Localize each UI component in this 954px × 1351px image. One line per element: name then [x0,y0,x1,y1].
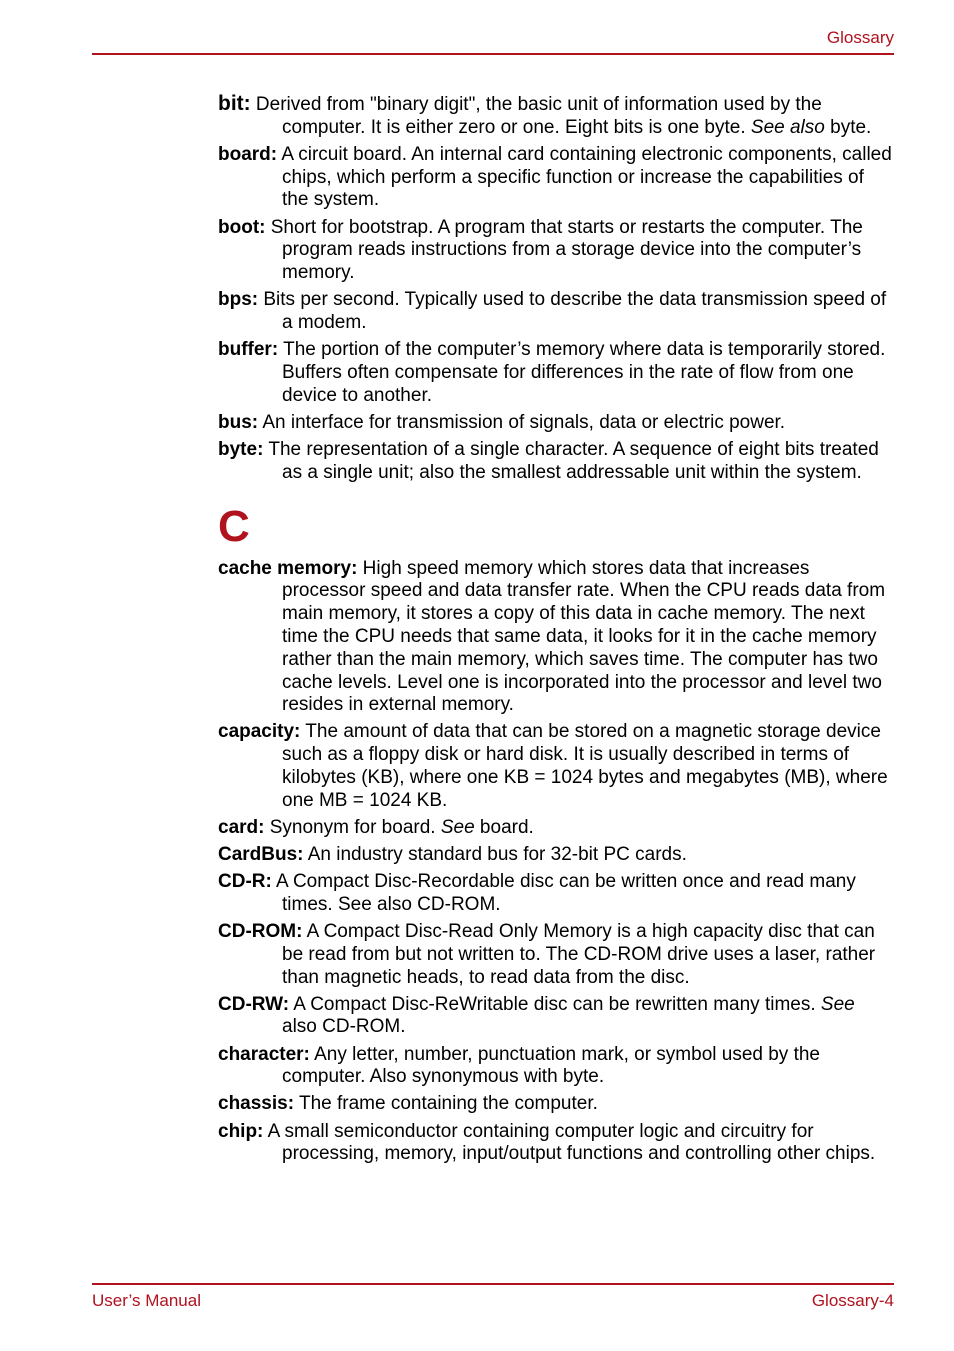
glossary-content [218,93,894,1170]
glossary-term: byte: [218,438,264,460]
glossary-definition: The amount of data that can be stored on a magnetic storage device such as a floppy disk or hard disk. It is usually described in terms of kilobytes (KB), where one KB = 1024 bytes and megabytes (MB), where one MB = 1024 KB. [282,721,888,811]
cross-reference-label: See also [750,116,825,138]
footer-page-number: Glossary-4 [811,1291,894,1310]
glossary-definition: Any letter, number, punctuation mark, or symbol used by the computer. Also synonymous with byte. [282,1043,820,1088]
glossary-entry [218,439,894,485]
glossary-term: character: [218,1043,310,1065]
cross-reference-label: See [820,993,855,1015]
footer-manual-label: User’s Manual [92,1291,201,1310]
glossary-term: chip: [218,1120,264,1142]
glossary-entry [218,558,894,718]
glossary-definition: A Compact Disc-Recordable disc can be written once and read many times. See also CD-ROM. [271,871,856,915]
entries-b-list [218,93,894,485]
glossary-term: card: [218,816,265,838]
footer-rule [92,1283,894,1285]
glossary-entry [218,921,894,989]
cross-reference-target: board. [474,816,534,838]
glossary-definition: High speed memory which stores data that increases processor speed and data transfer rate. When the CPU reads data from main memory, it stores a copy of this data in cache memory. The next time the CPU needs that same data, it looks for it in the cache memory rather than the main memory, which saves time. The computer has two cache levels. Level one is incorporated into the processor and level two resides in external memory. [282,557,886,716]
glossary-definition: A circuit board. An internal card containing electronic components, called chips, which perform a specific function or increase the capabilities of the system. [277,143,892,211]
section-heading-c: C [218,501,250,551]
glossary-entry [218,721,894,812]
glossary-entry [218,339,894,407]
glossary-definition: A Compact Disc-ReWritable disc can be rewritten many times. [289,993,821,1015]
glossary-entry [218,994,894,1040]
glossary-definition: A small semiconductor containing computer logic and circuitry for processing, memory, input/output functions and controlling other chips. [263,1120,876,1165]
glossary-definition: Synonym for board. [264,816,441,838]
cross-reference-target: byte. [824,116,872,138]
glossary-entry [218,93,894,140]
glossary-definition: Derived from "binary digit", the basic unit of information used by the computer. It is either zero or one. Eight bits is one byte. [250,94,822,138]
glossary-entry [218,217,894,285]
glossary-term: bus: [218,411,259,433]
glossary-definition: An interface for transmission of signals, data or electric power. [258,411,786,433]
glossary-entry [218,1121,894,1167]
cross-reference-target: also CD-ROM. [282,1016,406,1038]
glossary-definition: Short for bootstrap. A program that starts or restarts the computer. The program reads instructions from a storage device into the computer’s memory. [265,216,863,284]
glossary-definition: An industry standard bus for 32-bit PC cards. [303,843,687,865]
glossary-entry [218,817,894,840]
glossary-definition: The frame containing the computer. [294,1093,598,1115]
glossary-term: boot: [218,216,266,238]
glossary-term: CD-RW: [218,993,290,1015]
glossary-entry [218,844,894,867]
glossary-term: cache memory: [218,557,358,579]
glossary-term: board: [218,143,278,165]
glossary-entry [218,412,894,435]
glossary-entry [218,1044,894,1090]
glossary-entry [218,144,894,212]
glossary-definition: Bits per second. Typically used to describe the data transmission speed of a modem. [258,289,887,334]
glossary-term: chassis: [218,1093,295,1115]
glossary-definition: A Compact Disc-Read Only Memory is a high capacity disc that can be read from but not written to. The CD-ROM drive uses a laser, rather than magnetic heads, to read data from the disc. [282,920,876,988]
cross-reference-label: See [440,816,475,838]
glossary-term: CardBus: [218,843,304,865]
glossary-definition: The representation of a single character. A sequence of eight bits treated as a single unit; also the smallest addressable unit within the system. [263,438,879,483]
glossary-term: bps: [218,289,259,311]
glossary-definition: The portion of the computer’s memory where data is temporarily stored. Buffers often compensate for differences in the rate of flow from one device to another. [278,339,886,406]
glossary-term: CD-R: [218,871,272,893]
page-header-title: Glossary [826,28,894,47]
glossary-term: bit: [218,92,251,115]
glossary-entry [218,289,894,335]
glossary-term: capacity: [218,721,301,743]
entries-c-list [218,558,894,1167]
glossary-entry [218,871,894,917]
header-rule [92,53,894,55]
glossary-term: CD-ROM: [218,920,303,942]
glossary-entry [218,1093,894,1116]
glossary-term: buffer: [218,339,279,361]
